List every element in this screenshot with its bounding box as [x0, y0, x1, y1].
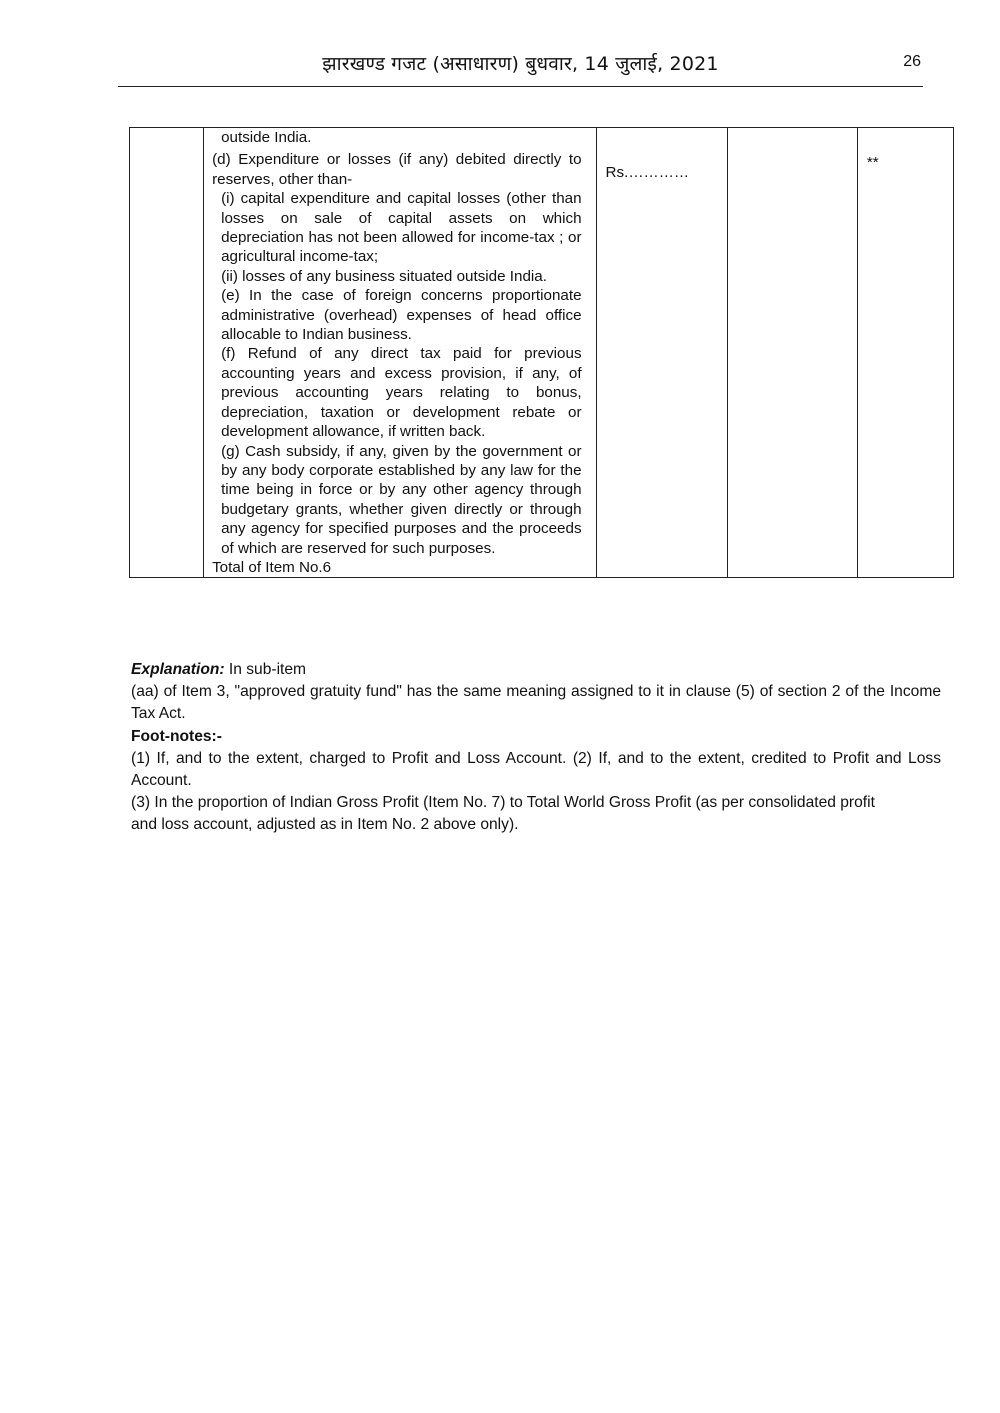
item-number-cell	[130, 128, 204, 578]
description-line: (f) Refund of any direct tax paid for previous accounting years and excess provision, if any, of previous accounting years relating to bonus, depreciation, taxation or development rebate or development allowance, if written back.	[221, 345, 582, 441]
footnote-3a: (3) In the proportion of Indian Gross Profit (Item No. 7) to Total World Gross Profit (as per consolidated profit	[131, 794, 875, 812]
explanation-and-footnotes	[131, 659, 941, 837]
footnote-1-2: (1) If, and to the extent, charged to Profit and Loss Account. (2) If, and to the extent, credited to Profit and Loss Account.	[131, 749, 941, 790]
explanation-intro: In sub-item	[224, 661, 307, 678]
description-cell	[204, 128, 596, 578]
explanation-text: (aa) of Item 3, "approved gratuity fund" has the same meaning assigned to it in clause (5) of section 2 of the Income Tax Act.	[131, 683, 941, 723]
footnotes-label: Foot-notes:-	[131, 727, 222, 745]
note-cell	[857, 128, 953, 578]
amount-value: Rs.…………	[605, 164, 690, 181]
description-line: outside India.	[221, 129, 312, 146]
description-line: (g) Cash subsidy, if any, given by the government or by any body corporate established by any law for the time being in force or by any other agency through budgetary grants, whether given directly or through any agency for specified purposes and the proceeds of which are reserved for such purposes.	[221, 442, 582, 557]
description-line: (e) In the case of foreign concerns proportionate administrative (overhead) expenses of head office allocable to Indian business.	[221, 287, 582, 344]
description-line: (ii) losses of any business situated outside India.	[221, 267, 547, 285]
gazette-title: झारखण्ड गजट (असाधारण) बुधवार, 14 जुलाई, 2021	[322, 53, 719, 75]
page-number: 26	[903, 53, 921, 70]
description-line: (d) Expenditure or losses (if any) debited directly to reserves, other than-	[212, 151, 582, 188]
financial-table	[129, 127, 954, 578]
description-line: (i) capital expenditure and capital losses (other than losses on sale of capital assets on which depreciation has not been allowed for income-tax ; or agricultural income-tax;	[221, 190, 582, 266]
total-line: Total of Item No.6	[212, 558, 332, 576]
footnote-3b: and loss account, adjusted as in Item No. 2 above only).	[131, 816, 519, 834]
blank-cell	[727, 128, 857, 578]
amount-cell	[596, 128, 727, 578]
explanation-label: Explanation:	[131, 661, 225, 678]
explanation-heading-line	[131, 659, 941, 681]
note-marker: **	[866, 154, 879, 171]
page-header	[118, 44, 923, 87]
table-row	[130, 128, 954, 578]
